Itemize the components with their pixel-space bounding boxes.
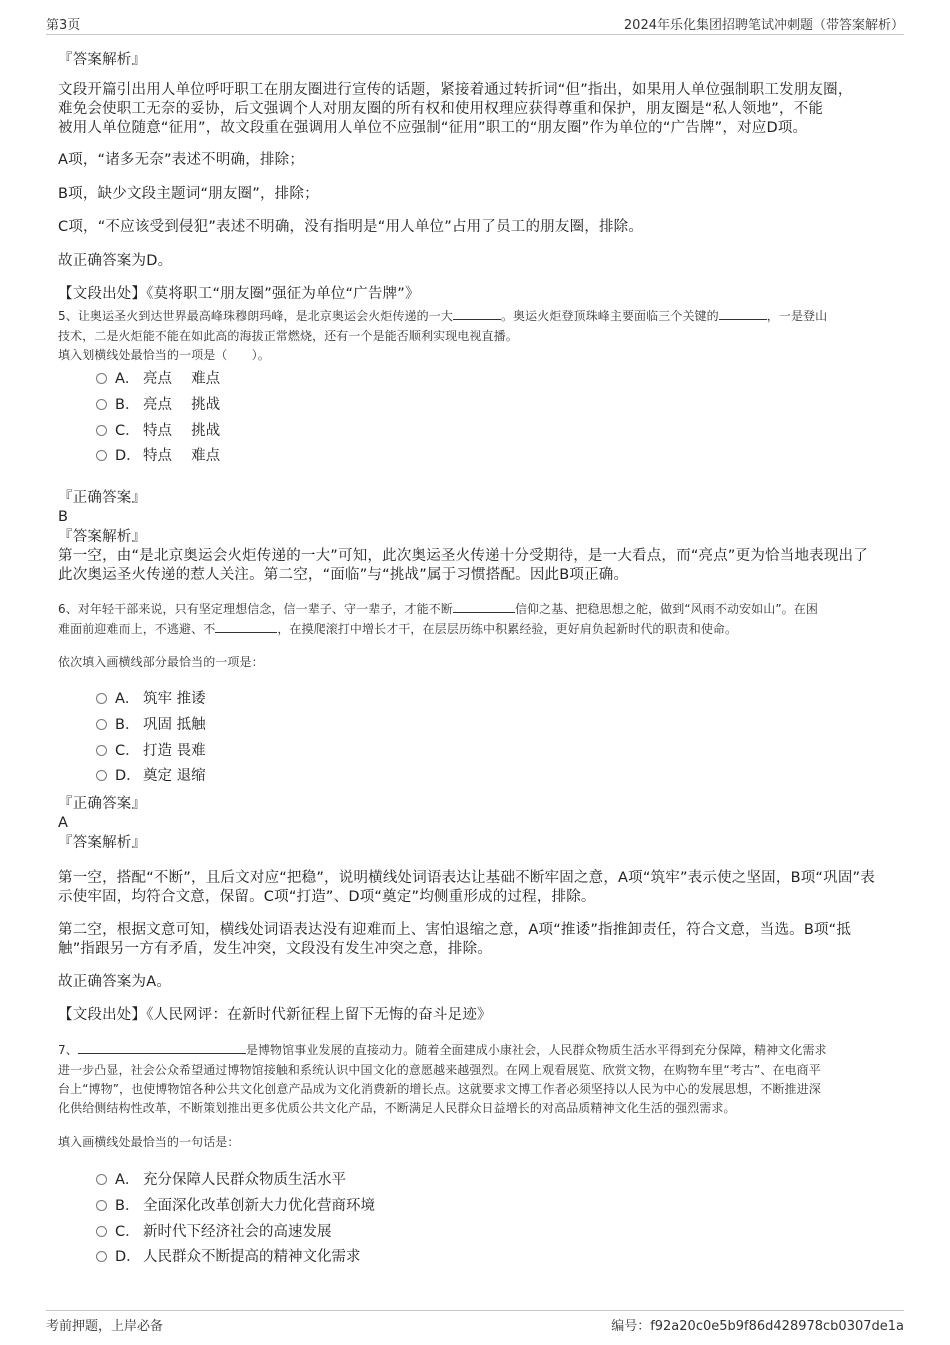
- question-7-line: 化供给侧结构性改革，不断策划推出更多优质公共文化产品，不断满足人民群众日益增长的对高品质精神文化生活的强烈需求。: [58, 1101, 736, 1115]
- radio-icon[interactable]: [96, 1200, 107, 1211]
- question-5-prompt: 填入划横线处最恰当的一项是（ ）。: [58, 348, 270, 362]
- radio-icon[interactable]: [96, 399, 107, 410]
- question-7-prompt: 填入画横线处最恰当的一句话是：: [58, 1135, 240, 1149]
- radio-icon[interactable]: [96, 1226, 107, 1237]
- question-5-line: [58, 306, 827, 326]
- source-citation: 【文段出处】《莫将职工“朋友圈”强征为单位“广告牌”》: [58, 286, 420, 302]
- radio-icon[interactable]: [96, 450, 107, 461]
- correct-answer: B: [58, 509, 69, 525]
- option-text: 新时代下经济社会的高速发展: [143, 1224, 332, 1240]
- option-c[interactable]: [96, 1222, 332, 1242]
- option-text: 巩固 抵触: [143, 717, 206, 733]
- question-6-prompt: 依次填入画横线部分最恰当的一项是：: [58, 655, 264, 669]
- option-letter: D．: [115, 1249, 141, 1265]
- analysis-line: 第一空，搭配“不断”，且后文对应“把稳”，说明横线处词语表达让基础不断牢固之意，A项“筑牢”表示使之坚固，B项“巩固”表: [58, 870, 875, 886]
- option-letter: D．: [115, 768, 141, 784]
- option-letter: B．: [115, 397, 140, 413]
- question-text: 难面前迎难而上，不逃避、不: [58, 622, 216, 636]
- question-text: 。奥运火炬登顶珠峰主要面临三个关键的: [500, 309, 719, 323]
- question-number: 7、: [58, 1043, 78, 1057]
- option-text: 特点 挑战: [143, 423, 221, 439]
- option-letter: D．: [115, 448, 141, 464]
- option-text: 打造 畏难: [143, 743, 206, 759]
- question-5-line: 技术，二是火炬能不能在如此高的海拔正常燃烧，还有一个是能否顺利实现电视直播。: [58, 329, 518, 343]
- answer-blank: [453, 599, 515, 613]
- option-letter: B．: [115, 1198, 140, 1214]
- question-text: 5、让奥运圣火到达世界最高峰珠穆朗玛峰，是北京奥运会火炬传递的一大: [58, 309, 453, 323]
- correct-answer-label: 『正确答案』: [58, 796, 147, 812]
- radio-icon[interactable]: [96, 770, 107, 781]
- option-letter: A．: [115, 371, 140, 387]
- page-footer: [46, 1310, 904, 1335]
- analysis-line: 文段开篇引出用人单位呼吁职工在朋友圈进行宣传的话题，紧接着通过转折词“但”指出，如果用人单位强制职工发朋友圈，: [58, 82, 853, 98]
- analysis-line: 被用人单位随意“征用”，故文段重在强调用人单位不应强制“征用”职工的“朋友圈”作为单位的“广告牌”，对应D项。: [58, 120, 808, 136]
- radio-icon[interactable]: [96, 719, 107, 730]
- radio-icon[interactable]: [96, 1174, 107, 1185]
- analysis-item-c: C项，“不应该受到侵犯”表述不明确，没有指明是“用人单位”占用了员工的朋友圈，排除。: [58, 219, 644, 235]
- answer-blank: [78, 1040, 246, 1054]
- page-header: [46, 12, 904, 35]
- question-text: ，在摸爬滚打中增长才干，在层层历练中积累经验，更好肩负起新时代的职责和使命。: [277, 622, 738, 636]
- question-7-line: [58, 1040, 827, 1060]
- analysis-item-a: A项，“诸多无奈”表述不明确，排除；: [58, 152, 305, 168]
- radio-icon[interactable]: [96, 745, 107, 756]
- option-d[interactable]: [96, 446, 220, 466]
- document-code: 编号：f92a20c0e5b9f86d428978cb0307de1a: [611, 1319, 904, 1334]
- question-7-line: 台上“博物”，也使博物馆各种公共文化创意产品成为文化消费新的增长点。这就要求文博工作者必须坚持以人民为中心的发展思想，不断推进深: [58, 1082, 821, 1096]
- option-letter: C．: [115, 1224, 140, 1240]
- option-letter: C．: [115, 743, 140, 759]
- option-d[interactable]: [96, 1247, 361, 1267]
- analysis-line: 难免会使职工无奈的妥协，后文强调个人对朋友圈的所有权和使用权理应获得尊重和保护，朋友圈是“私人领地”，不能: [58, 101, 824, 117]
- correct-answer-label: 『正确答案』: [58, 490, 147, 506]
- radio-icon[interactable]: [96, 1251, 107, 1262]
- option-text: 全面深化改革创新大力优化营商环境: [143, 1198, 375, 1214]
- option-letter: A．: [115, 1172, 140, 1188]
- radio-icon[interactable]: [96, 425, 107, 436]
- question-text: 信仰之基、把稳思想之舵，做到“风雨不动安如山”。在困: [514, 602, 818, 616]
- analysis-label: 『答案解析』: [58, 529, 147, 545]
- option-text: 人民群众不断提高的精神文化需求: [143, 1249, 361, 1265]
- option-text: 特点 难点: [143, 448, 221, 464]
- source-citation: 【文段出处】《人民网评：在新时代新征程上留下无悔的奋斗足迹》: [58, 1007, 492, 1023]
- answer-blank: [719, 306, 767, 320]
- option-text: 充分保障人民群众物质生活水平: [143, 1172, 346, 1188]
- option-b[interactable]: [96, 395, 220, 415]
- question-6-line: [58, 599, 818, 619]
- option-a[interactable]: [96, 689, 206, 709]
- option-text: 筑牢 推诿: [143, 691, 206, 707]
- question-text: 6、对年轻干部来说，只有坚定理想信念，信一辈子、守一辈子，才能不断: [58, 602, 453, 616]
- page-number: 第3页: [46, 18, 81, 33]
- option-b[interactable]: [96, 1196, 375, 1216]
- analysis-line: 第一空，由“是北京奥运会火炬传递的一大”可知，此次奥运圣火传递十分受期待，是一大看点，而“亮点”更为恰当地表现出了: [58, 548, 868, 564]
- option-c[interactable]: [96, 421, 220, 441]
- analysis-label: 『答案解析』: [58, 835, 147, 851]
- analysis-label: 『答案解析』: [58, 52, 147, 68]
- answer-blank: [453, 306, 501, 320]
- analysis-line: 触”指跟另一方有矛盾，发生冲突，文段没有发生冲突之意，排除。: [58, 941, 493, 957]
- option-text: 奠定 退缩: [143, 768, 206, 784]
- analysis-conclusion: 故正确答案为D。: [58, 253, 173, 269]
- question-6-line: [58, 619, 737, 639]
- option-a[interactable]: [96, 1170, 346, 1190]
- analysis-line: 示使牢固，均符合文意，保留。C项“打造”、D项“奠定”均侧重形成的过程，排除。: [58, 889, 596, 905]
- radio-icon[interactable]: [96, 373, 107, 384]
- question-text: 是博物馆事业发展的直接动力。随着全面建成小康社会，人民群众物质生活水平得到充分保障，精神文化需求: [245, 1043, 827, 1057]
- option-letter: A．: [115, 691, 140, 707]
- option-letter: B．: [115, 717, 140, 733]
- option-d[interactable]: [96, 766, 206, 786]
- radio-icon[interactable]: [96, 693, 107, 704]
- question-text: ，一是登山: [766, 309, 828, 323]
- document-title: 2024年乐化集团招聘笔试冲刺题（带答案解析）: [623, 18, 904, 33]
- option-b[interactable]: [96, 715, 206, 735]
- footer-slogan: 考前押题，上岸必备: [46, 1319, 164, 1334]
- analysis-conclusion: 故正确答案为A。: [58, 974, 172, 990]
- option-letter: C．: [115, 423, 140, 439]
- analysis-line: 此次奥运圣火传递的惹人关注。第二空，“面临”与“挑战”属于习惯搭配。因此B项正确。: [58, 567, 629, 583]
- option-text: 亮点 挑战: [143, 397, 221, 413]
- option-c[interactable]: [96, 741, 206, 761]
- option-a[interactable]: [96, 369, 220, 389]
- answer-blank: [215, 619, 277, 633]
- question-7-line: 进一步凸显，社会公众希望通过博物馆接触和系统认识中国文化的意愿越来越强烈。在网上观看展览、欣赏文物，在购物车里“考古”、在电商平: [58, 1063, 821, 1077]
- analysis-item-b: B项，缺少文段主题词“朋友圈”，排除；: [58, 186, 319, 202]
- correct-answer: A: [58, 815, 69, 831]
- option-text: 亮点 难点: [143, 371, 221, 387]
- analysis-line: 第二空，根据文意可知，横线处词语表达没有迎难而上、害怕退缩之意，A项“推诿”指推卸责任，符合文意，当选。B项“抵: [58, 922, 852, 938]
